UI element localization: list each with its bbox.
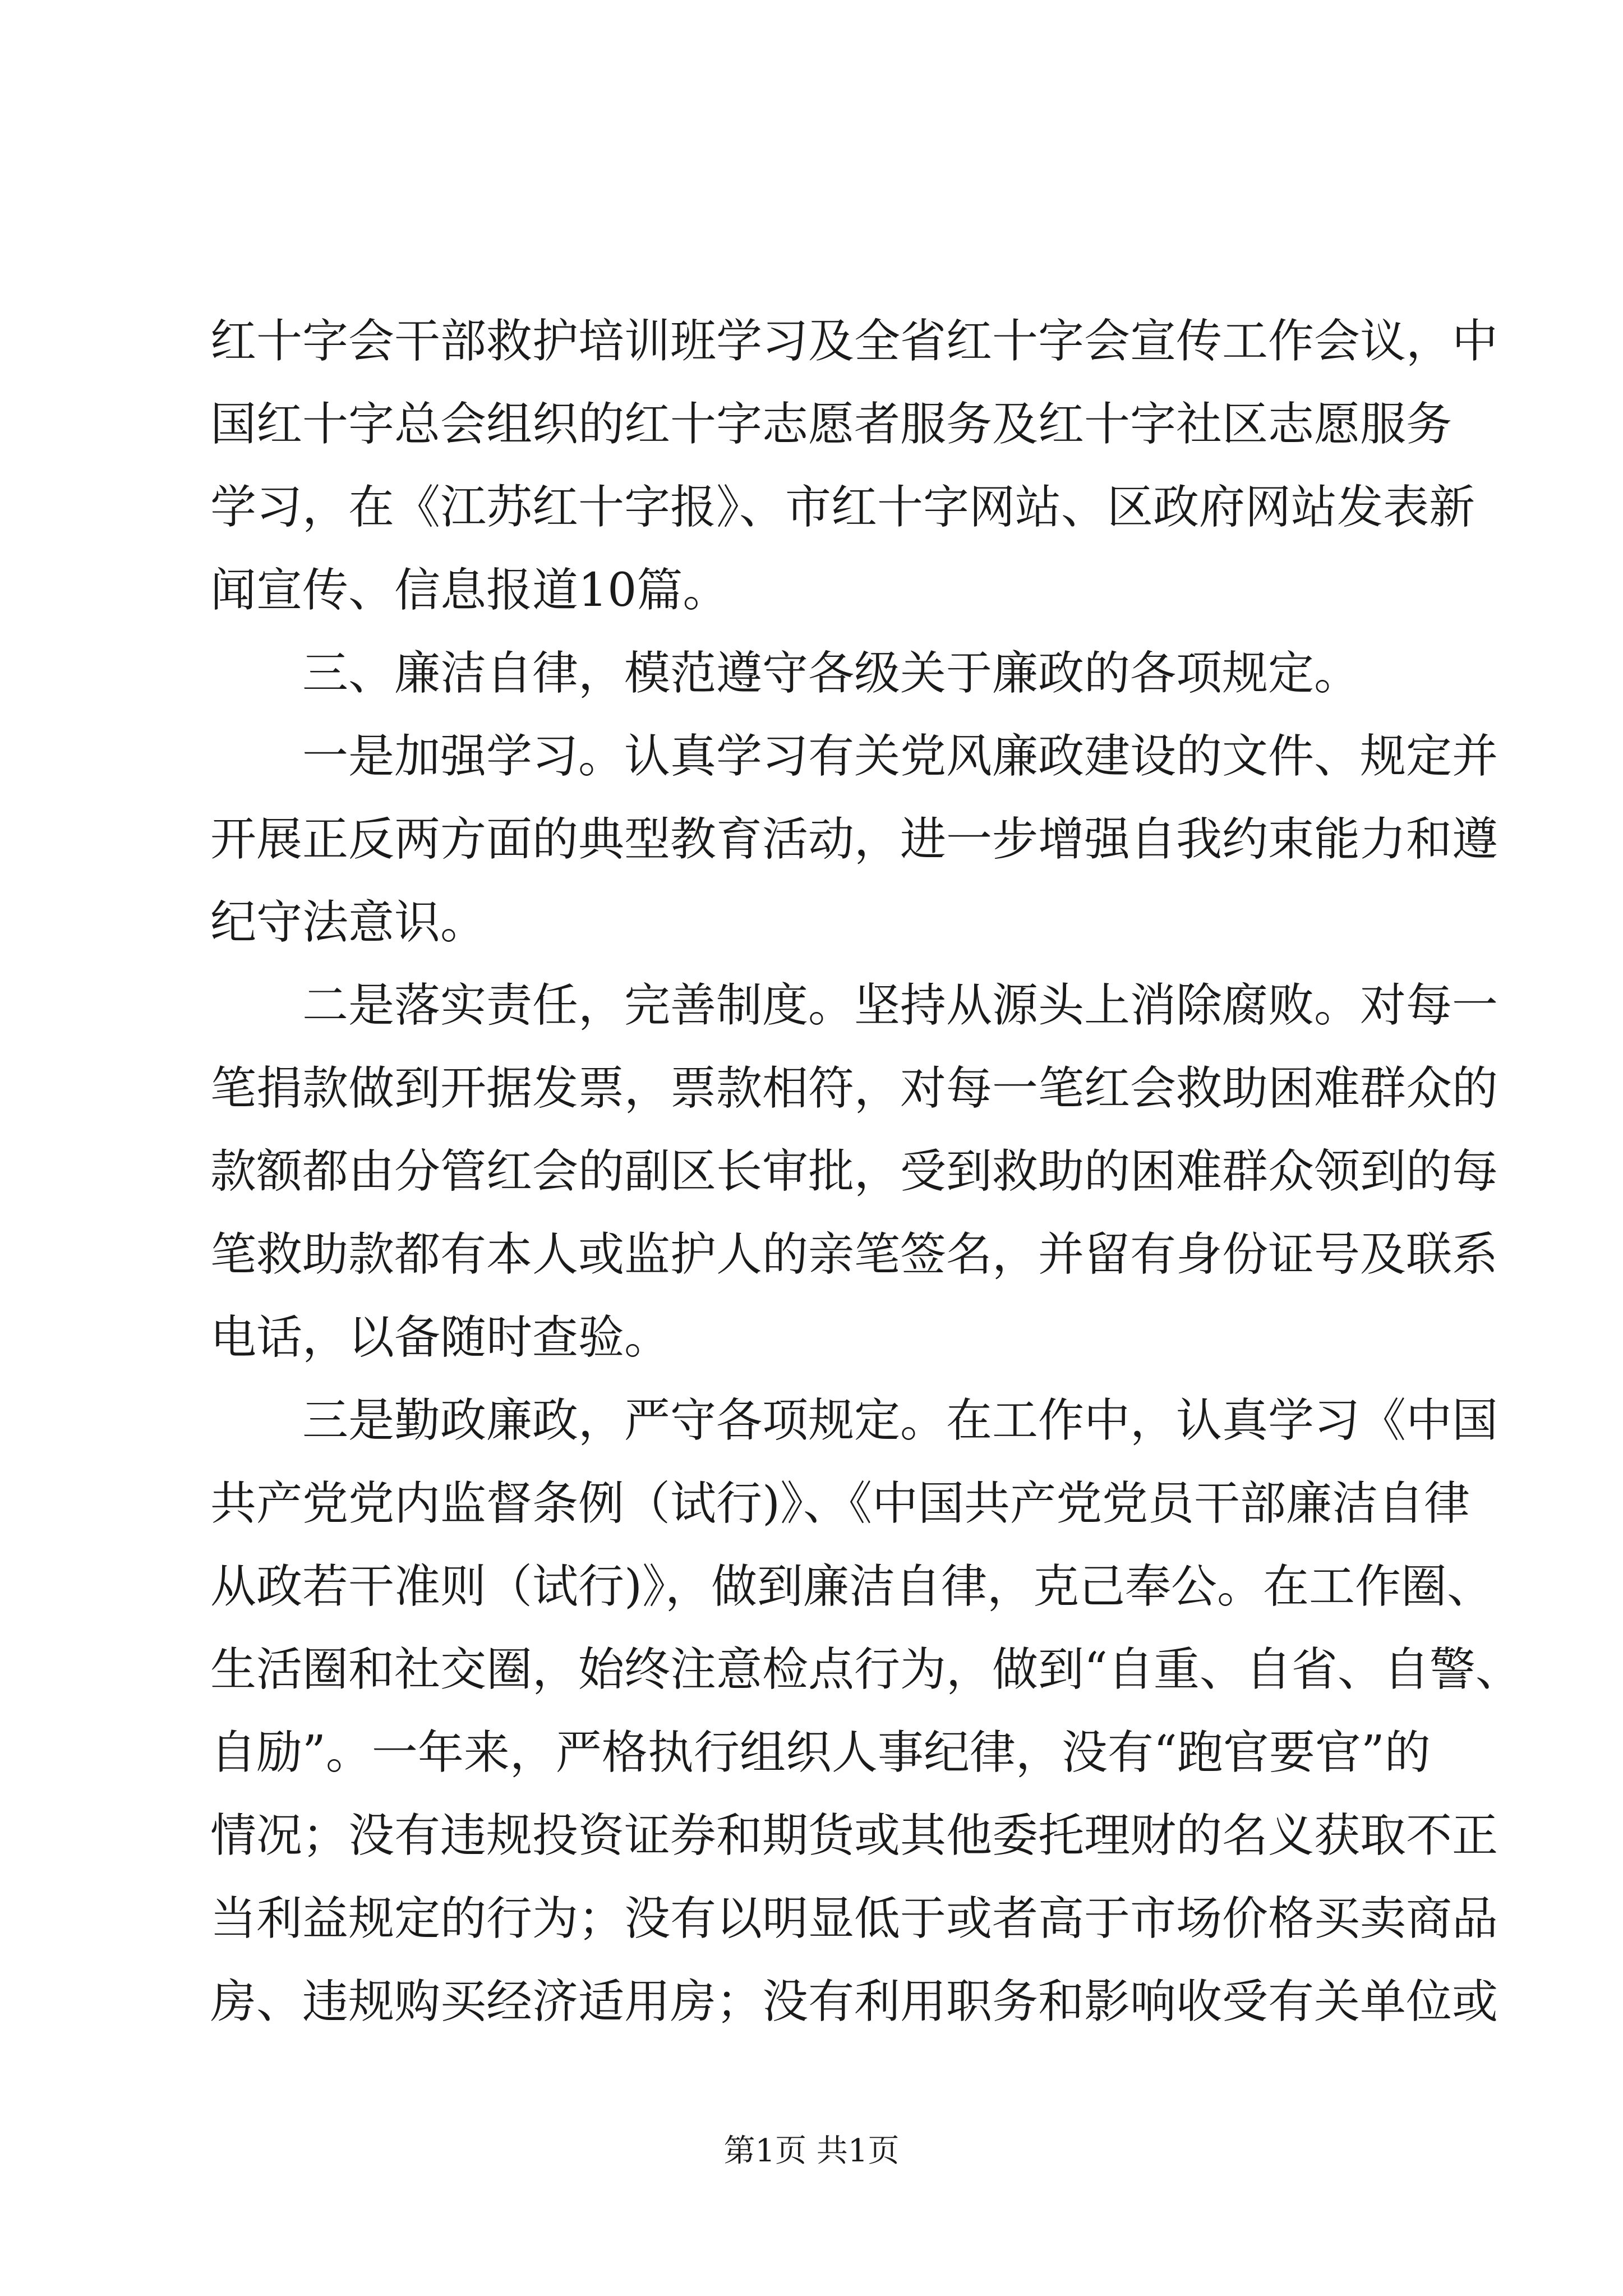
text-line: 一是加强学习。认真学习有关党风廉政建设的文件、规定并 [302, 730, 1498, 783]
text-line: 开展正反两方面的典型教育活动，进一步增强自我约束能力和遵 [210, 813, 1498, 866]
text-line: 笔捐款做到开据发票，票款相符，对每一笔红会救助困难群众的 [210, 1062, 1498, 1115]
text-line: 当利益规定的行为；没有以明显低于或者高于市场价格买卖商品 [210, 1892, 1498, 1945]
section-heading: 三、廉洁自律，模范遵守各级关于廉政的各项规定。 [302, 647, 1361, 700]
page-footer: 第1页 共1页 [723, 2133, 900, 2169]
text-line: 款额都由分管红会的副区长审批，受到救助的困难群众领到的每 [210, 1145, 1498, 1198]
text-line: 笔救助款都有本人或监护人的亲笔签名，并留有身份证号及联系 [210, 1228, 1498, 1281]
text-line: 房、违规购买经济适用房；没有利用职务和影响收受有关单位或 [210, 1975, 1498, 2028]
text-line: 学习，在《江苏红十字报》、市红十字网站、区政府网站发表新 [210, 481, 1476, 534]
text-line: 共产党党内监督条例（试行)》、《中国共产党党员干部廉洁自律 [210, 1477, 1470, 1530]
document-body [210, 300, 1521, 2044]
text-line: 二是落实责任，完善制度。坚持从源头上消除腐败。对每一 [302, 979, 1498, 1032]
text-line: 生活圈和社交圈，始终注意检点行为，做到“自重、自省、自警、 [210, 1643, 1521, 1696]
text-line: 三是勤政廉政，严守各项规定。在工作中，认真学习《中国 [302, 1394, 1498, 1447]
text-line: 从政若干准则（试行)》，做到廉洁自律，克己奉公。在工作圈、 [210, 1560, 1493, 1613]
text-line: 国红十字总会组织的红十字志愿者服务及红十字社区志愿服务 [210, 398, 1453, 451]
text-line: 情况；没有违规投资证券和期货或其他委托理财的名义获取不正 [210, 1809, 1498, 1862]
text-line: 电话，以备随时查验。 [210, 1311, 671, 1364]
text-line: 纪守法意识。 [210, 896, 487, 949]
text-line: 自励”。一年来，严格执行组织人事纪律，没有“跑官要官”的 [210, 1726, 1431, 1779]
text-line: 闻宣传、信息报道10篇。 [210, 564, 729, 617]
text-line: 红十字会干部救护培训班学习及全省红十字会宣传工作会议，中 [210, 315, 1498, 368]
